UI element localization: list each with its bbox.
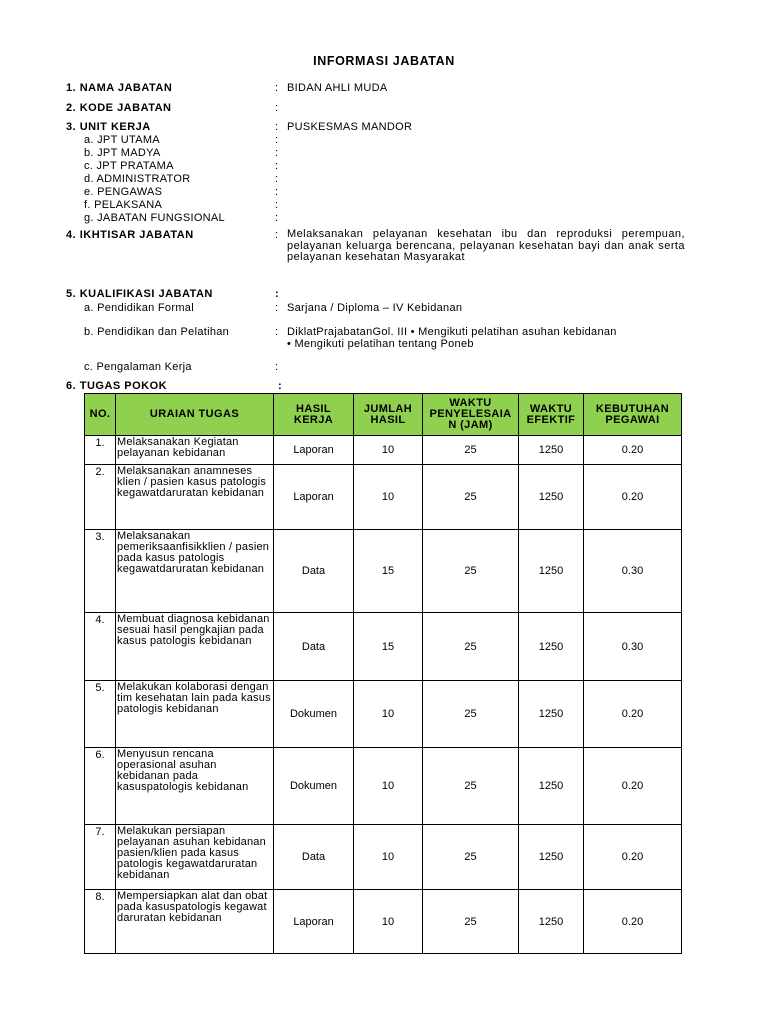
field-colon: : (275, 288, 279, 300)
field-value: Melaksanakan pelayanan kesehatan ibu dan reproduksi perempuan, pelayanan keluarga berencana, pelayanan kesehatan bayi dan anak serta pelayanan kesehatan Masyarakat (287, 228, 685, 263)
cell-kebutuhan: 0.20 (584, 748, 682, 825)
cell-no: 5. (85, 681, 116, 748)
cell-jumlah: 10 (354, 465, 423, 530)
cell-waktu: 25 (423, 681, 519, 748)
cell-efektif: 1250 (519, 530, 584, 613)
header-line: WAKTU (449, 397, 492, 409)
cell-no: 3. (85, 530, 116, 613)
cell-jumlah: 15 (354, 530, 423, 613)
cell-hasil: Data (274, 530, 354, 613)
field-colon: : (275, 361, 279, 373)
cell-uraian: Melakukan kolaborasi dengan tim kesehatan lain pada kasus patologis kebidanan (116, 681, 274, 748)
header-no: NO. (85, 394, 116, 436)
unit-item-label: f. PELAKSANA (84, 199, 163, 211)
field-value (287, 326, 687, 350)
cell-waktu: 25 (423, 890, 519, 954)
cell-uraian: Melakukan persiapan pelayanan asuhan kebidanan pasien/klien pada kasus patologis kegawatdaruratan kebidanan (116, 825, 274, 890)
cell-jumlah: 10 (354, 681, 423, 748)
cell-hasil: Laporan (274, 436, 354, 465)
field-colon: : (275, 186, 279, 198)
cell-kebutuhan: 0.20 (584, 465, 682, 530)
cell-uraian: Membuat diagnosa kebidanan sesuai hasil pengkajian pada kasus patologis kebidanan (116, 613, 274, 681)
cell-waktu: 25 (423, 530, 519, 613)
cell-uraian: Melaksanakan Kegiatan pelayanan kebidanan (116, 436, 274, 465)
header-line: KERJA (293, 413, 334, 426)
header-waktu-efektif (519, 394, 584, 436)
cell-waktu: 25 (423, 825, 519, 890)
cell-jumlah: 10 (354, 436, 423, 465)
cell-waktu: 25 (423, 465, 519, 530)
cell-jumlah: 15 (354, 613, 423, 681)
table-row (85, 530, 682, 613)
cell-hasil: Data (274, 825, 354, 890)
cell-no: 2. (85, 465, 116, 530)
cell-jumlah: 10 (354, 825, 423, 890)
field-value-line: DiklatPrajabatanGol. III • Mengikuti pelatihan asuhan kebidanan (287, 326, 617, 338)
cell-waktu: 25 (423, 613, 519, 681)
cell-hasil: Dokumen (274, 681, 354, 748)
field-colon: : (278, 380, 282, 392)
cell-uraian: Menyusun rencana operasional asuhan kebidanan pada kasuspatologis kebidanan (116, 748, 274, 825)
cell-no: 8. (85, 890, 116, 954)
header-line: PENYELESAIA (429, 408, 512, 420)
unit-item-label: c. JPT PRATAMA (84, 160, 174, 172)
field-colon: : (275, 160, 279, 172)
field-label: a. Pendidikan Formal (84, 302, 194, 314)
field-label: b. Pendidikan dan Pelatihan (84, 326, 230, 338)
field-label: 5. KUALIFIKASI JABATAN (66, 288, 213, 300)
header-line: EFEKTIF (526, 413, 576, 426)
field-colon: : (275, 82, 279, 94)
field-label: 2. KODE JABATAN (66, 102, 172, 114)
table-row (85, 825, 682, 890)
cell-waktu: 25 (423, 748, 519, 825)
cell-kebutuhan: 0.30 (584, 613, 682, 681)
unit-item-label: b. JPT MADYA (84, 147, 161, 159)
header-jumlah-hasil (354, 394, 423, 436)
table-row (85, 890, 682, 954)
cell-hasil: Laporan (274, 890, 354, 954)
unit-item-label: a. JPT UTAMA (84, 134, 160, 146)
cell-jumlah: 10 (354, 890, 423, 954)
header-waktu-penyelesaian (423, 394, 519, 436)
header-line: N (JAM) (448, 419, 493, 431)
header-line: HASIL (370, 413, 406, 426)
field-label: 6. TUGAS POKOK (66, 380, 168, 392)
cell-uraian: Mempersiapkan alat dan obat pada kasuspatologis kegawat daruratan kebidanan (116, 890, 274, 954)
field-colon: : (275, 302, 279, 314)
header-line: WAKTU (529, 402, 573, 415)
cell-efektif: 1250 (519, 890, 584, 954)
unit-item-label: d. ADMINISTRATOR (84, 173, 191, 185)
cell-no: 6. (85, 748, 116, 825)
field-colon: : (275, 134, 279, 146)
cell-jumlah: 10 (354, 748, 423, 825)
cell-uraian: Melaksanakan pemeriksaanfisikklien / pasien pada kasus patologis kegawatdaruratan kebidanan (116, 530, 274, 613)
cell-uraian: Melaksanakan anamneses klien / pasien kasus patologis kegawatdaruratan kebidanan (116, 465, 274, 530)
header-line: PEGAWAI (605, 413, 660, 426)
cell-waktu: 25 (423, 436, 519, 465)
header-kebutuhan-pegawai (584, 394, 682, 436)
cell-kebutuhan: 0.20 (584, 436, 682, 465)
table-row (85, 681, 682, 748)
table-row (85, 465, 682, 530)
cell-no: 1. (85, 436, 116, 465)
cell-efektif: 1250 (519, 681, 584, 748)
cell-efektif: 1250 (519, 465, 584, 530)
table-row (85, 436, 682, 465)
field-label: 3. UNIT KERJA (66, 121, 151, 133)
header-uraian-tugas: URAIAN TUGAS (116, 394, 274, 436)
table-row (85, 613, 682, 681)
field-colon: : (275, 173, 279, 185)
unit-item-label: e. PENGAWAS (84, 186, 163, 198)
cell-kebutuhan: 0.20 (584, 825, 682, 890)
header-hasil-kerja (274, 394, 354, 436)
field-value: BIDAN AHLI MUDA (287, 82, 388, 94)
cell-efektif: 1250 (519, 825, 584, 890)
table-row (85, 748, 682, 825)
cell-kebutuhan: 0.20 (584, 890, 682, 954)
field-label: 1. NAMA JABATAN (66, 82, 173, 94)
field-colon: : (275, 326, 279, 338)
unit-item-label: g. JABATAN FUNGSIONAL (84, 212, 225, 224)
field-value: Sarjana / Diploma – IV Kebidanan (287, 302, 463, 314)
cell-efektif: 1250 (519, 748, 584, 825)
field-colon: : (275, 102, 279, 114)
field-colon: : (275, 212, 279, 224)
cell-no: 4. (85, 613, 116, 681)
field-colon: : (275, 147, 279, 159)
field-value: PUSKESMAS MANDOR (287, 121, 413, 133)
field-value-line: • Mengikuti pelatihan tentang Poneb (287, 338, 474, 350)
table-header-row (85, 394, 682, 436)
cell-hasil: Data (274, 613, 354, 681)
cell-efektif: 1250 (519, 436, 584, 465)
field-colon: : (275, 199, 279, 211)
tugas-pokok-table (84, 393, 682, 954)
field-colon: : (275, 121, 279, 133)
document-title: INFORMASI JABATAN (313, 54, 455, 68)
cell-hasil: Laporan (274, 465, 354, 530)
cell-hasil: Dokumen (274, 748, 354, 825)
header-line: HASIL (296, 402, 331, 415)
cell-kebutuhan: 0.30 (584, 530, 682, 613)
header-line: JUMLAH (363, 402, 413, 415)
cell-kebutuhan: 0.20 (584, 681, 682, 748)
cell-no: 7. (85, 825, 116, 890)
field-label: 4. IKHTISAR JABATAN (66, 229, 194, 241)
field-colon: : (275, 229, 279, 241)
cell-efektif: 1250 (519, 613, 584, 681)
header-line: KEBUTUHAN (595, 402, 670, 415)
field-label: c. Pengalaman Kerja (84, 361, 192, 373)
